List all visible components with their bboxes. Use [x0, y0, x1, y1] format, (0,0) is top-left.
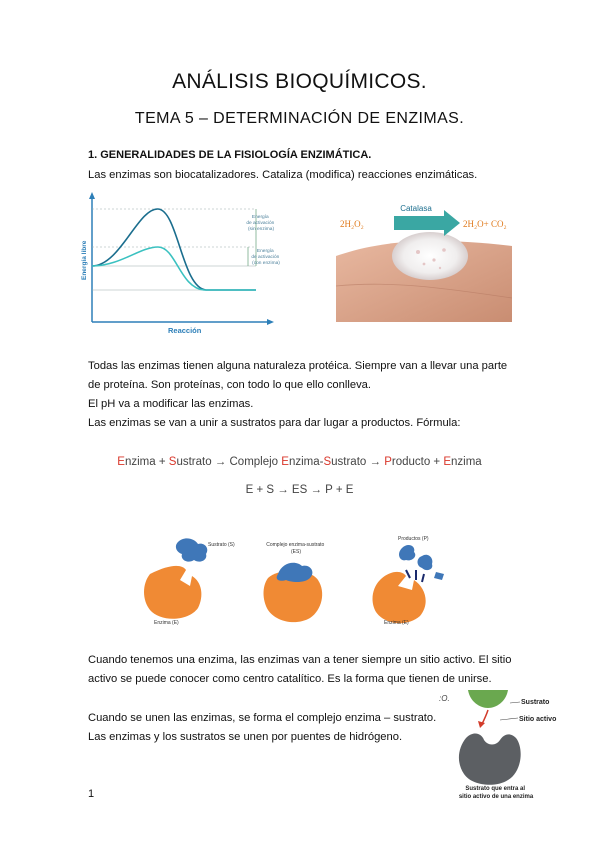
x-axis-label: Reacción: [168, 326, 202, 335]
formula-word: roducto: [391, 456, 431, 468]
formula-initial: E: [117, 456, 125, 468]
curve-without-enzyme: [92, 209, 256, 290]
product-shape-2: [418, 555, 433, 570]
y-axis-label: Energía libre: [81, 240, 88, 280]
active-site-label: Sitio activo: [519, 716, 557, 723]
formula-word: ustrato: [176, 456, 212, 468]
formula-initial: S: [323, 456, 332, 468]
formula-separator: →: [366, 456, 385, 468]
foam-bubbles: [392, 232, 468, 280]
formula-separator: +: [155, 456, 169, 468]
activation-energy-figure: [80, 190, 280, 336]
enzyme-gray-shape: [459, 734, 521, 785]
paragraph-complex: Cuando se unen las enzimas, se forma el complejo enzima – sustrato.: [88, 712, 437, 724]
page-number: 1: [88, 788, 95, 800]
catalase-arrow-body: [394, 216, 444, 230]
products-formula: 2H₂O+ CO₂: [463, 219, 507, 229]
catalase-photo: [336, 194, 512, 322]
formula-initial: E: [443, 456, 452, 468]
substrate-green-shape: [468, 690, 508, 708]
formula-initial: S: [168, 456, 177, 468]
active-site-figure: [438, 690, 566, 806]
formula-word: nzima: [451, 456, 482, 468]
formula-initial: P: [384, 456, 392, 468]
paragraph-ph: El pH va a modificar las enzimas.: [88, 398, 254, 410]
active-site-caption: Sustrato que entra al sitio activo de una enzima: [458, 786, 534, 800]
enzyme-substrate-diagram: [140, 530, 460, 628]
document-subtitle: TEMA 5 – DETERMINACIÓN DE ENZIMAS.: [134, 110, 465, 127]
entry-arrow: [482, 710, 488, 724]
substrate-label: Sustrato (S): [208, 542, 235, 548]
reaction-formula-symbols: E + S → ES → P + E: [245, 484, 354, 496]
enzyme-shape-1: [144, 566, 201, 619]
y-axis-arrow: [89, 192, 95, 199]
paragraph-protein-line2: de proteína. Son proteínas, con todo lo que ello conlleva.: [88, 379, 371, 391]
substrate-label-small: Sustrato: [521, 699, 550, 706]
substrate-shape: [176, 538, 207, 561]
products-label: Productos (P): [398, 536, 429, 542]
formula-initial: E: [281, 456, 289, 468]
formula-separator: +: [430, 456, 444, 468]
label-without-enzyme: Energía de activación (sin enzima): [246, 215, 275, 232]
reaction-formula-words: [0, 456, 599, 468]
document-title: ANÁLISIS BIOQUÍMICOS.: [172, 70, 427, 93]
bond-break-3: [422, 574, 424, 582]
reactant-formula: 2H₂O₂: [340, 219, 364, 229]
formula-word: nzima: [124, 456, 156, 468]
bond-break-1: [406, 570, 410, 578]
paragraph-hydrogen-bonds: Las enzimas y los sustratos se unen por puentes de hidrógeno.: [88, 731, 403, 743]
formula-separator: → Complejo: [211, 456, 282, 468]
complex-label: Complejo enzima-sustrato (ES): [266, 542, 325, 555]
product-shape-1: [399, 545, 415, 560]
enzyme-shape-3: [373, 572, 426, 623]
paragraph-active-site-line1: Cuando tenemos una enzima, las enzimas van a tener siempre un sitio activo. El sitio: [88, 654, 512, 666]
paragraph-protein-line1: Todas las enzimas tienen alguna naturaleza protéica. Siempre van a llevar una parte: [88, 360, 508, 372]
x-axis-arrow: [267, 319, 274, 325]
enzyme-label-1: Enzima (E): [154, 620, 179, 626]
complex-substrate-shape: [277, 563, 313, 582]
label-with-enzyme: Energía de activación (con enzima): [251, 249, 280, 266]
paragraph-active-site-line2: activo se puede conocer como centro catalítico. Es la forma que tienen de unirse.: [88, 673, 492, 685]
section-heading: 1. GENERALIDADES DE LA FISIOLOGÍA ENZIMÁTICA.: [88, 149, 372, 161]
formula-word: nzima-: [288, 456, 324, 468]
intro-paragraph: Las enzimas son biocatalizadores. Cataliza (modifica) reacciones enzimáticas.: [88, 169, 478, 181]
paragraph-formula-intro: Las enzimas se van a unir a sustratos para dar lugar a productos. Fórmula:: [88, 417, 461, 429]
curve-with-enzyme: [92, 247, 256, 290]
corner-text: :O.: [439, 694, 450, 703]
product-shape-3: [434, 572, 444, 580]
formula-word: ustrato: [331, 456, 367, 468]
catalase-label: Catalasa: [400, 204, 432, 213]
enzyme-label-3: Enzima (E): [384, 620, 409, 626]
